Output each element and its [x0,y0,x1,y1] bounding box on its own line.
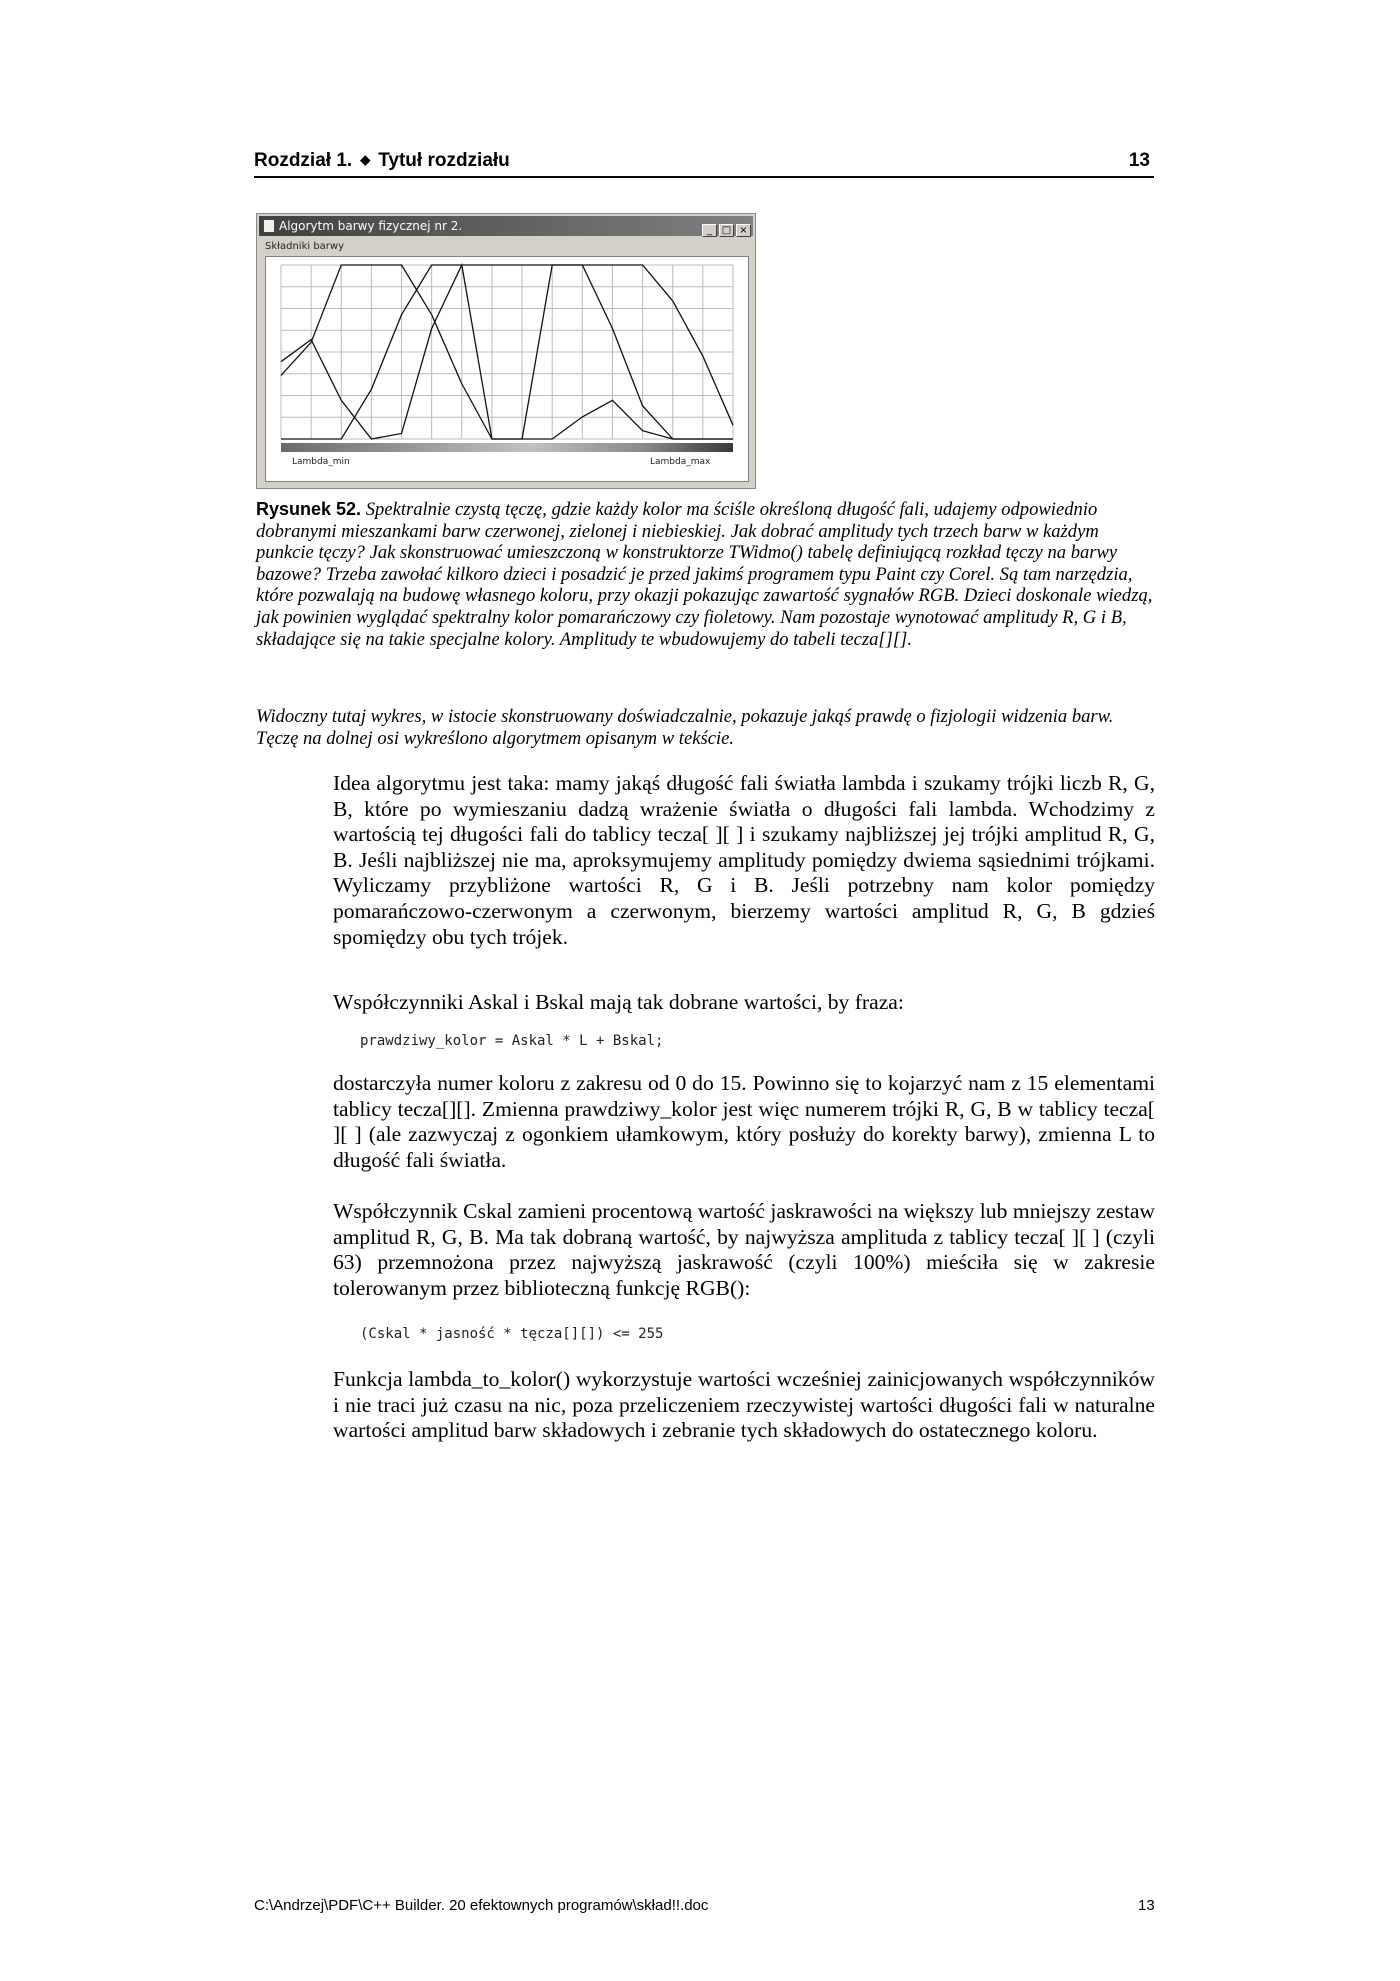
minimize-button[interactable]: _ [702,224,717,237]
figure-caption [256,499,1156,650]
header-page-number: 13 [1128,150,1150,171]
paragraph-cskal: Współczynnik Cskal zamieni procentową wartość jaskrawości na większy lub mniejszy zestaw amplitud R, G, B. Ma tak dobraną wartość, by najwyższa amplituda z tablicy tecza[ ][ ] (czyli 63) przemnożona przez najwyższą jaskrawość (czyli 100%) mieściła się w zakresie tolerowanym przez biblioteczną funkcję RGB(): [333,1199,1155,1300]
footer-file-path: C:\Andrzej\PDF\C++ Builder. 20 efektownych programów\skład!!.doc [254,1897,709,1914]
footer-page-number: 13 [1138,1897,1155,1914]
header-chapter [254,150,510,172]
code-cskal-condition: (Cskal * jasność * tęcza[][]) <= 255 [360,1326,664,1342]
amplitude-chart [266,257,748,481]
maximize-button[interactable]: □ [719,224,734,237]
paragraph-lambda-to-kolor: Funkcja lambda_to_kolor() wykorzystuje wartości wcześniej zainicjowanych współczynników i nie traci już czasu na nic, poza przeliczeniem rzeczywistej wartości długości fali w naturalne wartości amplitud barw składowych i zebranie tych składowych do ostatecznego koloru. [333,1367,1155,1443]
paragraph-coefficients: Współczynniki Askal i Bskal mają tak dobrane wartości, by fraza: [333,990,904,1014]
code-prawdziwy-kolor: prawdziwy_kolor = Askal * L + Bskal; [360,1033,664,1049]
caption-text: Spektralnie czystą tęczę, gdzie każdy kolor ma ściśle określoną długość fali, udajemy odpowiednio dobranymi mieszankami barw czerwonej, zielonej i niebieskiej. Jak dobrać amplitudy tych trzech barw w każdym punkcie tęczy? Jak skonstruować umieszczoną w konstruktorze TWidmo() tabelę definiującą rozkład tęczy na barwy bazowe? Trzeba zawołać kilkoro dzieci i posadzić je przed jakimś programem typu Paint czy Corel. Są tam narzędzia, które pozwalają na budowę własnego koloru, przy okazji pokazując zawartość sygnałów RGB. Dzieci doskonale wiedzą, jak powinien wyglądać spektralny kolor pomarańczowy czy fioletowy. Nam pozostaje wynotować amplitudy R, G i B, składające się na takie specjalne kolory. Amplitudy te wbudowujemy do tabeli tecza[][]. [256,499,1153,650]
chapter-title: Tytuł rozdziału [378,150,510,171]
window-titlebar [259,216,753,236]
header-separator: ◆ [360,152,371,167]
figure-label: Rysunek 52. [256,499,362,519]
paragraph-color-number: dostarczyła numer koloru z zakresu od 0 do 15. Powinno się to kojarzyć nam z 15 elementami tablicy tecza[][]. Zmienna prawdziwy_kolor jest więc numerem trójki R, G, B w tablicy tecza[ ][ ] (ale zazwyczaj z ogonkiem ułamkowym, który posłuży do korekty barwy), zmienna L to długość fali światła. [333,1071,1155,1172]
paragraph-algorithm-idea: Idea algorytmu jest taka: mamy jakąś długość fali światła lambda i szukamy trójki liczb R, G, B, które po wymieszaniu dadzą wrażenie światła o długości fali lambda. Wchodzimy z wartością tej długości fali do tablicy tecza[ ][ ] i szukamy najbliższej jej trójki amplitud R, G, B. Jeśli najbliższej nie ma, aproksymujemy amplitudy pomiędzy dwiema sąsiednimi trójkami. Wyliczamy przybliżone wartości R, G i B. Jeśli potrzebny nam kolor pomiędzy pomarańczowo-czerwonym a czerwonym, bierzemy wartości amplitud R, G, B gdzieś spomiędzy obu tych trójek. [333,771,1155,949]
group-label: Składniki barwy [265,241,345,252]
lambda-min-label: Lambda_min [292,457,350,467]
figure-window [256,213,756,489]
window-title: Algorytm barwy fizycznej nr 2. [279,219,463,233]
rainbow-bar [281,443,733,452]
chart-panel [265,256,749,482]
app-icon [263,219,275,233]
figure-caption-note: Widoczny tutaj wykres, w istocie skonstruowany doświadczalnie, pokazuje jakąś prawdę o fizjologii widzenia barw. Tęczę na dolnej osi wykreślono algorytmem opisanym w tekście. [256,706,1114,749]
lambda-max-label: Lambda_max [650,457,711,467]
running-header [254,146,1154,178]
close-button[interactable]: × [736,224,751,237]
chapter-label: Rozdział 1. [254,150,353,171]
window-buttons [700,219,751,236]
